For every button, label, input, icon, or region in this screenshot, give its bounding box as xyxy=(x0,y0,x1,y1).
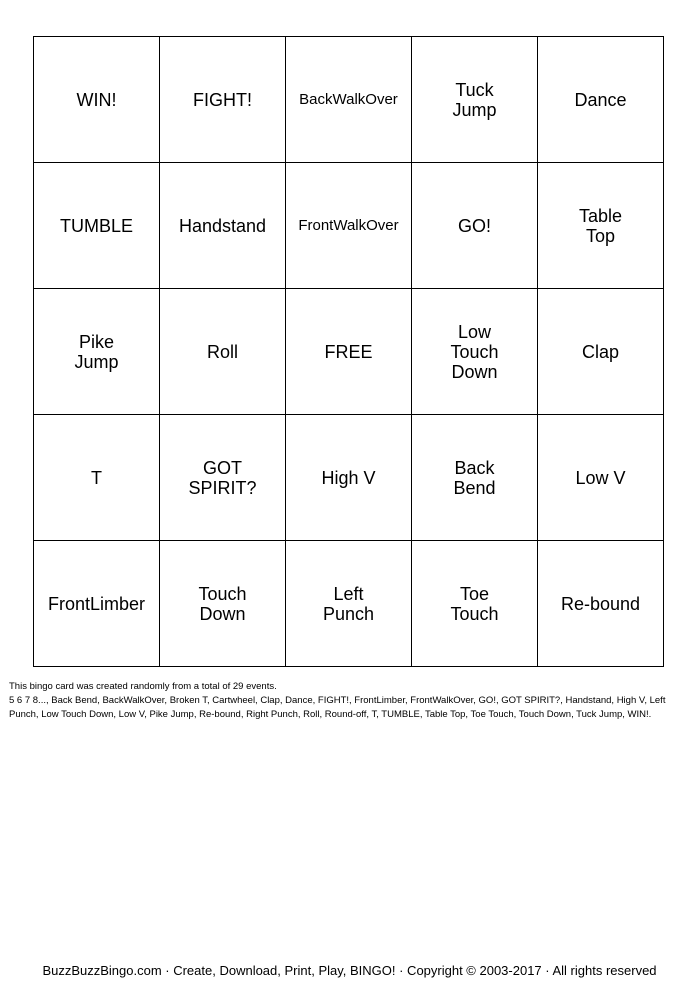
bingo-cell: Pike Jump xyxy=(34,289,160,415)
bingo-row xyxy=(34,163,664,289)
bingo-cell: Back Bend xyxy=(412,415,538,541)
bingo-cell: GOT SPIRIT? xyxy=(160,415,286,541)
bingo-cell: FrontLimber xyxy=(34,541,160,667)
caption-summary: This bingo card was created randomly from a total of 29 events. xyxy=(9,681,277,692)
bingo-cell: High V xyxy=(286,415,412,541)
bingo-row xyxy=(34,415,664,541)
bingo-cell: Toe Touch xyxy=(412,541,538,667)
bingo-cell: Left Punch xyxy=(286,541,412,667)
bingo-cell: Tuck Jump xyxy=(412,37,538,163)
bingo-cell: FIGHT! xyxy=(160,37,286,163)
bingo-cell: Clap xyxy=(538,289,664,415)
bingo-cell: Low Touch Down xyxy=(412,289,538,415)
bingo-cell: Roll xyxy=(160,289,286,415)
caption-event-list: 5 6 7 8..., Back Bend, BackWalkOver, Broken T, Cartwheel, Clap, Dance, FIGHT!, FrontLimber, FrontWalkOver, GO!, GOT SPIRIT?, Handstand, High V, Left Punch, Low Touch Down, Low V, Pike Jump, Re-bound, Right Punch, Roll, Round-off, T, TUMBLE, Table Top, Toe Touch, Touch Down, Tuck Jump, WIN!. xyxy=(9,695,666,720)
bingo-cell: Table Top xyxy=(538,163,664,289)
bingo-cell: T xyxy=(34,415,160,541)
bingo-row xyxy=(34,37,664,163)
bingo-cell: Touch Down xyxy=(160,541,286,667)
bingo-cell: Low V xyxy=(538,415,664,541)
bingo-cell: TUMBLE xyxy=(34,163,160,289)
bingo-card-grid xyxy=(33,36,664,667)
bingo-free-cell: FREE xyxy=(286,289,412,415)
bingo-cell: FrontWalkOver xyxy=(286,163,412,289)
page-footer: BuzzBuzzBingo.com · Create, Download, Print, Play, BINGO! · Copyright © 2003-2017 · All rights reserved xyxy=(42,963,657,978)
bingo-cell: BackWalkOver xyxy=(286,37,412,163)
bingo-cell: Dance xyxy=(538,37,664,163)
card-caption xyxy=(9,680,669,722)
bingo-cell: Handstand xyxy=(160,163,286,289)
bingo-cell: Re-bound xyxy=(538,541,664,667)
bingo-cell: WIN! xyxy=(34,37,160,163)
bingo-cell: GO! xyxy=(412,163,538,289)
bingo-row xyxy=(34,289,664,415)
bingo-row xyxy=(34,541,664,667)
